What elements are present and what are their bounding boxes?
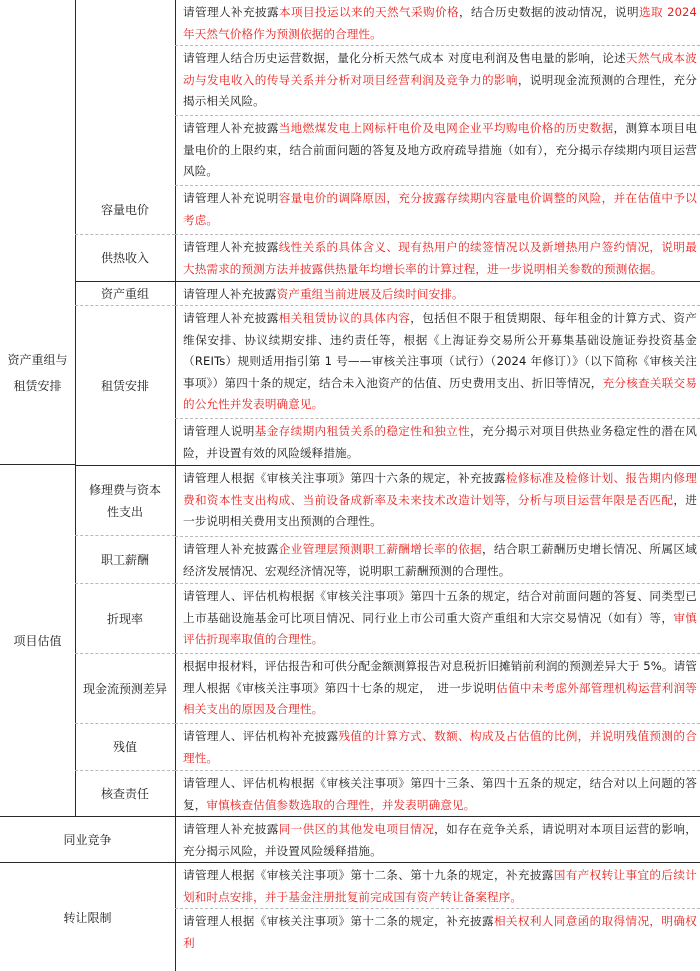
plain-text: 请管理人补充披露	[183, 542, 279, 556]
highlighted-text: 相关权利人同意函的取得情况，明确权利	[183, 914, 697, 950]
sub-label-verification-duty: 核查责任	[75, 771, 175, 817]
question-text	[183, 773, 697, 816]
highlighted-text: 充分核查关联交易的公允性并发表明确意见。	[183, 375, 697, 411]
highlighted-text: 容量电价的调降原因，充分披露存续期内容量电价调整的风险，并在估值中予以考虑。	[183, 191, 697, 227]
question-text	[183, 468, 697, 533]
question-row	[175, 654, 700, 724]
plain-text: 请管理人、评估机构根据《审核关注事项》第四十三条、第四十五条的规定，结合对以上问题的答复，	[183, 776, 697, 812]
highlighted-text: 相关租赁协议的具体内容	[278, 311, 411, 325]
question-text	[183, 48, 697, 113]
plain-text: 请管理人根据《审核关注事项》第十二条的规定，补充披露	[183, 914, 494, 928]
question-row	[175, 0, 700, 46]
question-row	[175, 466, 700, 537]
highlighted-text: 同一供区的其他发电项目情况	[278, 822, 435, 836]
question-row	[175, 186, 700, 235]
group-label-peer-competition: 同业竞争	[0, 817, 175, 863]
plain-text: 请管理人补充披露	[183, 121, 279, 135]
group-label-valuation: 项目估值	[0, 466, 75, 817]
highlighted-text: 企业管理层预测职工薪酬增长率的依据	[278, 542, 482, 556]
highlighted-text: 估值中未考虑外部管理机构运营利润等相关支出的原因及合理性。	[183, 680, 698, 716]
question-text	[183, 726, 697, 769]
sub-label-staff-salary: 职工薪酬	[75, 537, 175, 584]
question-row	[175, 46, 700, 116]
highlighted-text: 选取 2024 年天然气价格作为预测依据的合理性。	[183, 5, 697, 41]
question-row	[175, 282, 700, 306]
group-label-transfer-restriction: 转让限制	[63, 910, 112, 925]
plain-text: ，结合职工薪酬历史增长情况、所属区域经济发展情况、宏观经济情况等，说明职工薪酬预测的合理性。	[183, 542, 697, 578]
plain-text: 请管理人补充披露	[183, 311, 279, 325]
sub-label-cashflow-difference: 现金流预测差异	[75, 654, 175, 724]
plain-text: 请管理人补充披露	[183, 287, 277, 301]
question-row	[175, 419, 700, 466]
question-row	[175, 537, 700, 584]
highlighted-text: 资产重组当前进展及后续时间安排。	[276, 287, 464, 301]
plain-text: ，包括但不限于租赁期限、每年租金的计算方式、资产维保安排、协议续期安排、违约责任等，根据《上海证券交易所公开募集基础设施证券投资基金（REITs）规则适用指引第 1 号——审核关注事项（试行）（2024 年修订）》（以下简称《审核关注事项》）第四十条的规定，结合未入池资产的估值、历史费用支出、折旧等情况，	[183, 311, 698, 390]
group-label-restructuring-lease: 资产重组与租赁安排	[0, 282, 75, 465]
plain-text: ，充分揭示对项目供热业务稳定性的潜在风险，并设置有效的风险缓释措施。	[183, 424, 697, 460]
question-text	[183, 237, 697, 280]
highlighted-text: 当地燃煤发电上网标杆电价及电网企业平均购电价格的历史数据	[278, 121, 614, 135]
highlighted-text: 国有产权转让事宜的后续计划和时点安排，并于基金注册批复前完成国有资产转让备案程序。	[183, 868, 697, 904]
sub-label-capacity-price: 容量电价	[75, 186, 175, 235]
plain-text: 请管理人补充披露	[183, 5, 279, 19]
question-row	[175, 909, 700, 971]
highlighted-text: 本项目投运以来的天然气采购价格	[279, 5, 459, 19]
question-text	[183, 2, 697, 45]
question-text	[183, 865, 697, 908]
highlighted-text: 审慎核查估值参数选取的合理性，并发表明确意见。	[206, 797, 476, 812]
plain-text: ，说明现金流预测的合理性，充分揭示相关风险。	[183, 72, 697, 108]
question-text	[183, 188, 697, 231]
plain-text: 请管理人说明	[183, 424, 255, 438]
plain-text: 请管理人补充说明	[183, 191, 279, 205]
sub-label-repair-capex: 修理费与资本性支出	[75, 466, 175, 536]
plain-text: 请管理人根据《审核关注事项》第四十六条的规定，补充披露	[183, 471, 506, 485]
plain-text: 请管理人补充披露	[183, 822, 279, 836]
plain-text: ，进一步说明相关费用支出预测的合理性。	[183, 492, 697, 528]
plain-text: ，测算本项目电量电价的上限约束，结合前面问题的答复及地方政府疏导措施（如有），充分揭示存续期内项目运营风险。	[183, 121, 697, 178]
plain-text: 请管理人根据《审核关注事项》第十二条、第十九条的规定，补充披露	[183, 868, 554, 882]
question-text	[183, 586, 697, 651]
plain-text: 请管理人、评估机构补充披露	[183, 729, 339, 743]
question-text	[183, 421, 697, 464]
question-text	[183, 118, 697, 183]
question-row	[175, 584, 700, 654]
plain-text: ，如存在竞争关系，请说明对本项目运营的影响，充分揭示风险，并设置风险缓释措施。	[183, 822, 697, 858]
question-row	[175, 817, 700, 863]
highlighted-text: 残值的计算方式、数额、构成及占估值的比例，并说明残值预测的合理性。	[183, 729, 697, 765]
plain-text: 根据申报材料，评估报告和可供分配金额测算报告对息税折旧摊销前利润的预测差异大于 5%。请管理人根据《审核关注事项》第四十七条的规定， 进一步说明	[183, 659, 697, 695]
plain-text: 请管理人补充披露	[183, 240, 279, 254]
highlighted-text: 检修标准及检修计划、报告期内修理费和资本性支出构成、当前设备成新率及未来技术改造计划等，分析与项目运营年限是否匹配	[183, 471, 697, 507]
highlighted-text: 审慎评估折现率取值的合理性。	[183, 610, 697, 646]
question-row	[175, 235, 700, 282]
question-text	[183, 656, 697, 721]
sub-label-residual-value: 残值	[75, 724, 175, 771]
highlighted-text: 天然气成本波动与发电收入的传导关系并分析对项目经营利润及竞争力的影响	[183, 51, 697, 87]
question-text	[183, 284, 697, 306]
highlighted-text: 基金存续期内租赁关系的稳定性和独立性	[254, 424, 471, 438]
sub-label-discount-rate: 折现率	[75, 584, 175, 654]
plain-text: 请管理人结合历史运营数据，量化分析天然气成本 对度电利润及售电量的影响，论述	[183, 51, 626, 65]
highlighted-text: 线性关系的具体含义、现有热用户的续签情况以及新增热用户签约情况，说明最大热需求的预测方法并披露供热量年均增长率的计算过程，进一步说明相关参数的预测依据。	[183, 240, 697, 276]
question-row	[175, 116, 700, 186]
question-text	[183, 911, 697, 954]
plain-text: ，结合历史数据的波动情况，说明	[459, 5, 639, 19]
question-row	[175, 306, 700, 419]
sub-label-lease-arrangement: 租赁安排	[75, 306, 175, 466]
question-text	[183, 819, 697, 862]
sub-label-asset-restructuring: 资产重组	[75, 282, 175, 306]
question-row	[175, 724, 700, 771]
question-text	[183, 308, 697, 416]
question-text	[183, 539, 697, 582]
question-row	[175, 771, 700, 817]
plain-text: 请管理人、评估机构根据《审核关注事项》第四十五条的规定，结合对前面问题的答复、同类型已上市基础设施基金可比项目情况、同行业上市公司重大资产重组和大宗交易情况（如有）等，	[183, 589, 697, 625]
question-row	[175, 863, 700, 909]
sub-label-heating-income: 供热收入	[75, 235, 175, 282]
